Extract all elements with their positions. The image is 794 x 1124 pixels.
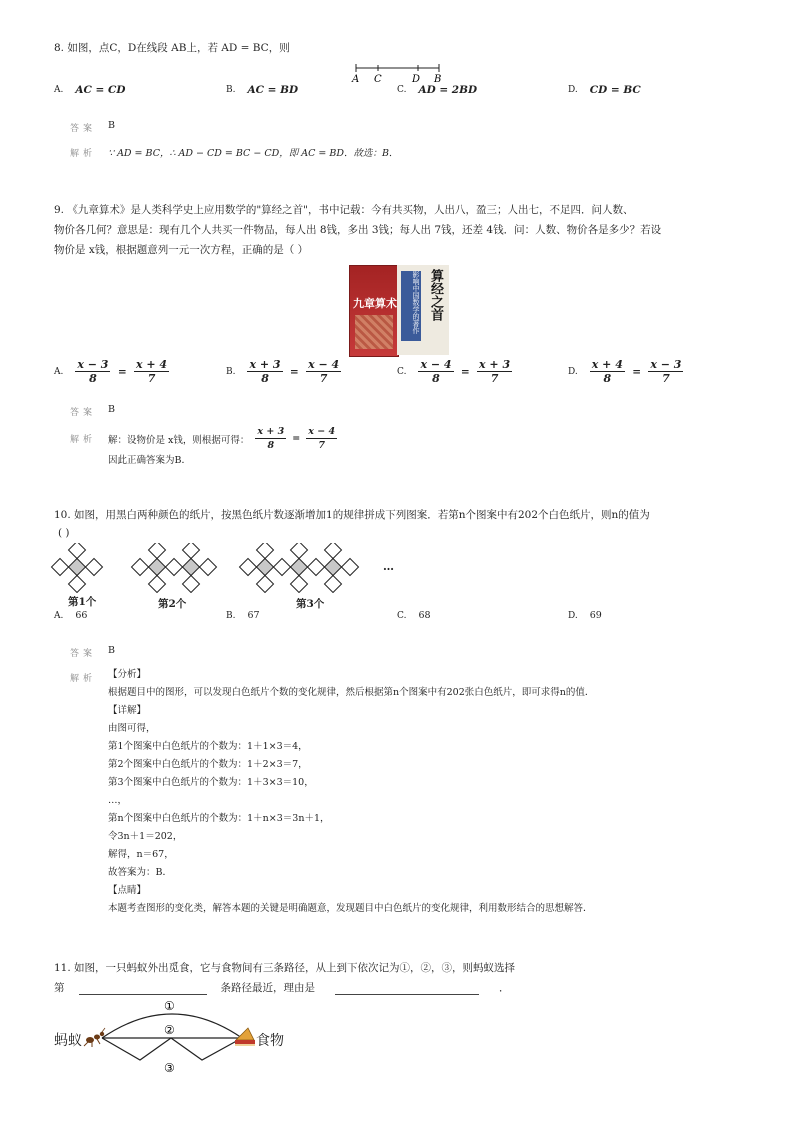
solution-line: 第3个图案中白色纸片的个数为：1＋3×3＝10， [108, 777, 314, 788]
solution-line: 第1个图案中白色纸片的个数为：1＋1×3＝4， [108, 741, 308, 752]
q8-analysis-label: 解析 [70, 149, 97, 159]
white-tile [183, 543, 200, 559]
black-tile [183, 559, 200, 576]
figure-label-1: 第1个 [68, 596, 97, 608]
figure-label-2: 第2个 [158, 598, 187, 610]
solution-line: 【分析】 [108, 669, 147, 680]
q11-line-2 [54, 980, 510, 995]
option-letter: A. [54, 366, 64, 377]
solution-line: 由图可得， [108, 723, 156, 734]
q8-option-c[interactable] [397, 84, 477, 96]
black-tile [257, 559, 274, 576]
option-letter: C. [397, 610, 407, 621]
q8-segment-diagram [348, 62, 448, 84]
option-text: 66 [75, 610, 88, 621]
line2-text: 条路径最近，理由是 [220, 982, 315, 994]
q9-line-1: 9. 《九章算术》是人类科学史上应用数学的"算经之首"，书中记载：今有共买物，人出八，盈三；人出七，不足四．问人数、 [54, 204, 634, 216]
answer-blank-reason[interactable] [335, 982, 479, 995]
solution-line: 第n个图案中白色纸片的个数为：1＋n×3＝3n＋1， [108, 813, 330, 824]
white-tile [69, 543, 86, 559]
q9-option-c[interactable] [397, 358, 512, 385]
white-tile [257, 576, 274, 593]
q10-analysis-label: 解析 [70, 674, 97, 684]
white-tile [240, 559, 257, 576]
option-letter: A. [54, 85, 64, 95]
solution-line: 第2个图案中白色纸片的个数为：1＋2×3＝7， [108, 759, 308, 770]
q10-answer: B [108, 645, 115, 656]
option-letter: C. [397, 366, 407, 377]
path-label-3: ③ [164, 1061, 175, 1075]
option-letter: A. [54, 610, 64, 621]
line2-text: ． [499, 982, 510, 994]
food-icon [235, 1028, 255, 1046]
q9-answer: B [108, 404, 115, 415]
answer-blank-path[interactable] [79, 982, 207, 995]
white-tile [325, 543, 342, 559]
black-tile [69, 559, 86, 576]
option-text: AC = CD [75, 84, 126, 96]
option-text: AC = BD [247, 84, 299, 96]
white-tile [342, 559, 359, 576]
book-cover-image [349, 265, 449, 355]
q10-option-b[interactable] [226, 610, 260, 621]
option-text: 69 [589, 610, 602, 621]
black-tile [149, 559, 166, 576]
white-tile [132, 559, 149, 576]
solution-line: 令3n＋1＝202， [108, 831, 183, 842]
option-equation: $\frac{x + 3}{8}$ = $\frac{x - 4}{7}$ [249, 358, 340, 385]
option-letter: D. [568, 610, 578, 621]
white-tile [257, 543, 274, 559]
analysis-fraction-right: $\frac{x - 4}{7}$ [308, 426, 336, 451]
white-tile [291, 576, 308, 593]
option-equation: $\frac{x + 4}{8}$ = $\frac{x - 3}{7}$ [591, 358, 682, 385]
q8-option-a[interactable] [54, 84, 125, 96]
tile-pattern-figure [50, 543, 410, 593]
option-text: AD = 2BD [418, 84, 478, 96]
option-text: 68 [418, 610, 431, 621]
q9-answer-label: 答案 [70, 408, 97, 418]
solution-line: 根据题目中的图形，可以发现白色纸片个数的变化规律，然后根据第n个图案中有202张白色纸片，即可求得n的值． [108, 687, 595, 698]
book-title: 九章算术 [353, 297, 397, 310]
point-a-label: A [352, 74, 360, 84]
q10-paren: ( ) [58, 527, 70, 539]
q10-option-c[interactable] [397, 610, 431, 621]
q8-option-d[interactable] [568, 84, 641, 96]
line2-text: 第 [54, 982, 65, 994]
solution-line: …， [108, 795, 128, 806]
option-letter: D. [568, 366, 578, 377]
q10-stem: 10. 如图，用黑白两种颜色的纸片，按黑色纸片数逐渐增加1的规律拼成下列图案．若第n个图案中有202个白色纸片，则n的值为 [54, 509, 650, 521]
option-letter: B. [226, 610, 236, 621]
q9-conclusion: 因此正确答案为B． [108, 455, 191, 466]
white-tile [325, 576, 342, 593]
white-tile [291, 543, 308, 559]
q11-line-1: 11. 如图，一只蚂蚁外出觅食，它与食物间有三条路径，从上到下依次记为①，②，③，则蚂蚁选择 [54, 962, 516, 974]
q8-answer-label: 答案 [70, 124, 97, 134]
black-tile [291, 559, 308, 576]
point-b-label: B [434, 74, 442, 84]
white-tile [86, 559, 103, 576]
q8-analysis: ∵ AD = BC，∴ AD − CD = BC − CD，即 AC = BD．故选：B． [108, 148, 399, 159]
white-tile [69, 576, 86, 593]
path-label-1: ① [164, 999, 175, 1013]
option-text: 67 [247, 610, 260, 621]
white-tile [149, 576, 166, 593]
white-tile [149, 543, 166, 559]
analysis-text: 解：设物价是 x钱，则根据可得： [108, 434, 250, 446]
white-tile [274, 559, 291, 576]
option-equation: $\frac{x - 3}{8}$ = $\frac{x + 4}{7}$ [77, 358, 168, 385]
q9-analysis-label: 解析 [70, 435, 97, 445]
white-tile [166, 559, 183, 576]
book-subtitle: 算经之首 [428, 269, 443, 321]
white-tile [308, 559, 325, 576]
white-tile [52, 559, 69, 576]
solution-line: 解得，n＝67， [108, 849, 174, 860]
q9-option-a[interactable] [54, 358, 169, 385]
option-letter: B. [226, 366, 236, 377]
solution-line: 故答案为：B． [108, 867, 172, 878]
white-tile [183, 576, 200, 593]
q9-analysis: 解：设物价是 x钱，则根据可得： $\frac{x + 3}{8}$ = $\frac{x - 4}{7}$ [108, 426, 336, 451]
option-letter: C. [397, 85, 407, 95]
solution-line: 【点睛】 [108, 885, 147, 896]
point-c-label: C [374, 74, 382, 84]
solution-line: 本题考查图形的变化类，解答本题的关键是明确题意，发现题目中白色纸片的变化规律，利用数形结合的思想解答． [108, 903, 593, 914]
book-pattern [355, 315, 393, 349]
option-letter: B. [226, 85, 236, 95]
point-d-label: D [412, 74, 421, 84]
q9-line-2: 物价各几何？意思是：现有几个人共买一件物品，每人出 8钱，多出 3钱；每人出 7钱，还差 4钱．问：人数、物价各是多少？若设 [54, 224, 662, 236]
option-equation: $\frac{x - 4}{8}$ = $\frac{x + 3}{7}$ [420, 358, 511, 385]
q10-option-d[interactable] [568, 610, 602, 621]
option-letter: D. [568, 85, 578, 95]
white-tile [200, 559, 217, 576]
q9-line-3: 物价是 x钱，根据题意列一元一次方程，正确的是（ ） [54, 244, 309, 256]
q8-option-b[interactable] [226, 84, 298, 96]
analysis-fraction-left: $\frac{x + 3}{8}$ [257, 426, 285, 451]
food-label: 食物 [256, 1033, 284, 1049]
q9-option-b[interactable] [226, 358, 341, 385]
solution-line: 【详解】 [108, 705, 147, 716]
q8-answer: B [108, 120, 115, 131]
q10-answer-label: 答案 [70, 649, 97, 659]
pattern-ellipsis: … [383, 560, 394, 573]
q10-solution [108, 666, 594, 918]
q10-option-a[interactable] [54, 610, 87, 621]
q9-option-d[interactable] [568, 358, 683, 385]
path-label-2: ② [164, 1023, 175, 1037]
black-tile [325, 559, 342, 576]
q8-stem: 8. 如图，点C，D在线段 AB上，若 AD = BC，则 [54, 42, 290, 54]
book-band: 影响中国数学的著作 [401, 271, 421, 341]
option-text: CD = BC [589, 84, 641, 96]
ant-label: 蚂蚁 [54, 1033, 82, 1049]
figure-label-3: 第3个 [296, 598, 325, 610]
